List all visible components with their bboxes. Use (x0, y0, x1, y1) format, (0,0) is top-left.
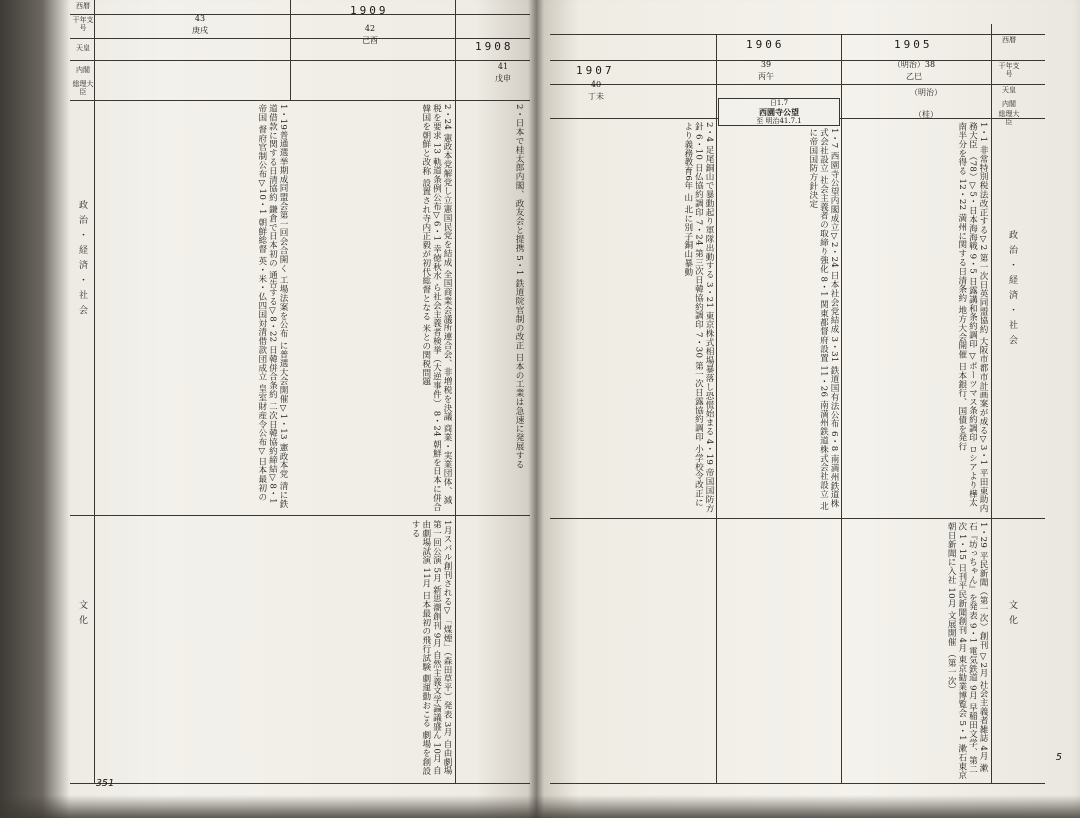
year-label: 1905 (894, 38, 933, 51)
book-gutter (528, 0, 544, 818)
era-number: 40 (590, 80, 602, 89)
entry: ▽2月 社会主義者雑誌 (978, 652, 988, 743)
entry: 5月 新思潮創刊 (431, 567, 442, 630)
row-label-kanshi: 干年支号 (998, 62, 1020, 78)
entry: 山 北に別子銅山暴動 (682, 193, 693, 277)
entry: 清に鉄道借款に関する日清協約 (267, 104, 288, 509)
eto-label: 乙巳 (906, 72, 922, 81)
right-page (536, 0, 1080, 818)
entry: 3月 自由劇場第一回公演 (431, 520, 452, 776)
politics-text-1909 (98, 104, 288, 512)
row-label-seireki: 西暦 (1002, 36, 1016, 44)
entry: 11・26 南満州鉄道株式会社設立 (818, 365, 829, 499)
entry: 1・1 非常特別税法改正する▽2 第一次日英同盟協約 (978, 122, 988, 334)
politics-text-1910 (292, 104, 452, 512)
era-number: 43 (194, 14, 206, 23)
row-label-naikaku: 内閣 (76, 66, 90, 74)
entry: 二次日韓協約締結▽8・1 帝国 (256, 104, 278, 504)
entry: 7・30 第一次日露協約調印 (693, 332, 704, 442)
entry: 12・22 満州に関する日清条約 (956, 178, 967, 303)
entry: 9・5 日露講和条約調印 (967, 253, 978, 349)
page-number-right: 5 (1056, 752, 1063, 763)
entry: 10月 自由劇場試演 (420, 520, 442, 775)
year-label: 1906 (746, 38, 785, 51)
year-label: 1909 (350, 4, 389, 17)
entry: に普選大会開催▽1・13 憲政本党 (278, 341, 288, 479)
entry: 5・1 漱石東京朝日新聞に入社 (946, 522, 967, 780)
entry: 1・29 平民新聞（第一次）創刊 (978, 522, 988, 650)
culture-text (98, 520, 452, 780)
cabinet-label: （桂） (914, 110, 938, 119)
entry: 3・31 鉄道国有法公布 (829, 336, 839, 428)
entry: 劇運動おこる (420, 674, 431, 728)
row-label-tenno: 天皇 (76, 44, 90, 52)
row-label-sori: 総理大臣 (72, 80, 94, 96)
entry: 鎌倉で日本初の (267, 204, 278, 268)
era-label: （明治） (910, 88, 942, 97)
era-number: 39 (760, 60, 772, 69)
entry: 13 軌道条例公布▽6・1 幸徳秋水 (431, 142, 442, 280)
cabinet-name: 西園寺公望 (759, 107, 799, 117)
entry: 2・日本で桂太郎内閣、政友会と提携 (514, 104, 524, 253)
entry: 地方大会開催 (956, 305, 967, 359)
politics-text-1908 (458, 104, 524, 512)
cabinet-end: 至 明治41.7.1 (756, 117, 802, 125)
entry: ロシアより樺太南半分を得る (956, 122, 978, 508)
entry: 日本の工業は急速に発展する (514, 352, 524, 469)
entry: 大阪市都市計画案が成る▽3・1 平田東助内務大臣 (967, 122, 988, 513)
entry: （第一次） (946, 649, 957, 694)
entry: 4月 東京勧業博覧会 (956, 637, 967, 718)
entry: ら社会主義者検挙（大逆事件） (431, 283, 442, 408)
cabinet-box (718, 98, 840, 126)
entry: 6・8 南満州鉄道株式会社設立 (818, 128, 839, 508)
section-label-politics: 政治・経済・社会 (77, 200, 87, 320)
entry: 工場法案を公布 (278, 275, 288, 338)
year-label: 1908 (475, 40, 514, 53)
section-label-culture: 文化 (1007, 600, 1017, 630)
row-label-kanshi: 干年支号 (72, 16, 94, 32)
page-number-left: 351 (96, 778, 115, 789)
entry: 6・10 日仏協約調印 (693, 133, 704, 217)
book-bottom-shadow (0, 795, 1080, 818)
entry: 日本銀行、国債を発行 (956, 361, 967, 451)
entry: 9月 早稲田文学、第二次 (956, 522, 978, 774)
entry: 商業・実業団体、減税を要求 (431, 104, 452, 505)
section-label-politics: 政治・経済・社会 (1007, 230, 1017, 350)
entry: 4・19 帝国国防方針 (693, 122, 714, 513)
entry: 督府官制公布▽10・1 朝鮮総督 (256, 124, 267, 254)
year-label: 1907 (576, 64, 615, 77)
entry: 11月 日本最初の飛行試験 (420, 567, 431, 672)
entry: 3・21 東京株式相場暴落し恐慌始まる (704, 282, 714, 436)
era-number: （明治）38 (892, 60, 936, 69)
entry: 全国商業会議所連合会、非増税を決議 (442, 269, 452, 422)
entry: ▽ポーツマス条約調印 (967, 351, 978, 442)
entry: 劇場を創設する (410, 520, 431, 776)
entry: 皇室財産令公布▽日本最初の (256, 384, 267, 502)
entry: 8・1 関東都督府設置 (818, 276, 829, 363)
entry: 米との関税問題 (420, 323, 431, 387)
politics-text-1905 (844, 122, 988, 514)
entry: 社会主義者の取締り強化 (818, 175, 829, 274)
eto-label: 戊申 (495, 74, 511, 83)
entry: 5・1 鉄道院官制の改正 (514, 255, 524, 350)
entry: 1・7 西園寺公望内閣成立▽2・24 日本社会党結成 (829, 128, 839, 334)
era-number: 41 (497, 62, 509, 71)
eto-label: 庚戌 (192, 26, 208, 35)
era-number: 42 (364, 24, 376, 33)
eto-label: 丙午 (758, 72, 774, 81)
cabinet-date: 日1.7 (769, 99, 789, 107)
entry: 北に帝国国防方針決定 (807, 128, 829, 511)
entry: 4月 漱石『坊っちゃん』を発表 (967, 522, 988, 773)
book-edge (0, 0, 70, 818)
entry: 2・4 足尾銅山で暴動起り軍隊出動する (704, 122, 714, 279)
eto-label: 己酉 (362, 36, 378, 45)
entry: 英・米・仏四国対清借款団成立 (256, 256, 267, 382)
section-label-culture: 文化 (77, 600, 87, 630)
entry: 設置され寺内正毅が初代総督となる (420, 178, 431, 321)
entry: 2・24 憲政本党解党し立憲国民党を結成 (442, 104, 452, 267)
eto-label: 丁未 (588, 92, 604, 101)
entry: 8・24 朝鮮を日本に併合 (431, 410, 442, 512)
culture-text (554, 522, 988, 780)
entry: 韓国を朝鮮と改称 (420, 104, 431, 176)
entry: 7・24 第三次日韓協約調印 (693, 219, 704, 329)
entry: 小学校令改正により義務教育6年 (682, 122, 704, 507)
entry: 1・19普通選挙期成同盟会第一回会合開く (278, 104, 288, 273)
entry: 1月スバル創刊される▽「煤煙」（森田草平）発表 (442, 520, 452, 719)
entry: 9月 自然主義文学論議盛ん (431, 632, 442, 740)
entry: （78）▽5・日本海海戦 (967, 151, 978, 251)
row-label-seireki: 西暦 (76, 2, 90, 10)
politics-text-1906 (719, 128, 839, 514)
politics-text-1907 (554, 122, 714, 514)
entry: 通告する▽8・22 日韓併合条約 (267, 270, 278, 399)
row-label-sori: 総理大臣 (998, 110, 1020, 126)
row-label-tenno: 天皇 (1002, 86, 1016, 94)
row-label-naikaku: 内閣 (1002, 100, 1016, 108)
entry: 1・15 日刊平民新聞創刊 (956, 533, 967, 635)
entry: 9・1 電気鉄道 (967, 622, 978, 683)
entry: 10月 文展開催 (946, 587, 957, 647)
